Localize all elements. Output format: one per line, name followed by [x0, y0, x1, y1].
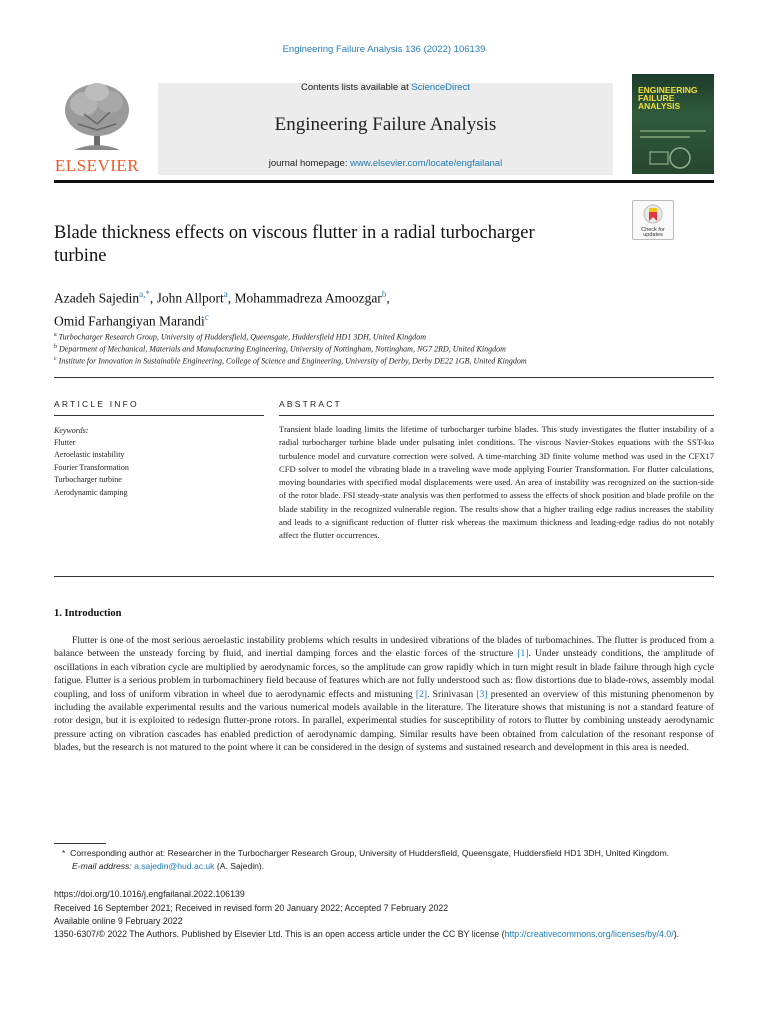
author-name[interactable]: Mohammadreza Amoozgar — [234, 290, 382, 306]
affiliation-text: Department of Mechanical, Materials and Manufacturing Engineering, University of Nottingham, Nottingham, NG7 2RD, United Kingdom — [59, 344, 506, 354]
body-text: . Under unsteady conditions, the amplitude of oscillations in each vibration cycle are multiplied by aerodynamic forces, so the amplitude can grow rapidly which in turn might result in blade failure through high cycle fatigue. Flutter is a serious problem in turbomachinery field because of features which are not fully understood such as: flow distortions due to blade-rows, assembly modal coupling, and loss of uniform vibration in wheel due to aerodynamic effects and mistuning — [54, 648, 714, 700]
license-suffix: ). — [673, 929, 680, 939]
journal-title: Engineering Failure Analysis — [274, 114, 497, 135]
keyword: Aerodynamic damping — [54, 487, 128, 497]
affiliation-c — [54, 356, 714, 366]
author-separator: , — [386, 290, 390, 306]
license-statement — [54, 928, 714, 941]
asterisk-marker: * — [62, 848, 71, 858]
body-text: presented an overview of this mistuning phenomenon by including the available experimental results and the various numerical models available in the literature. The literature shows that mistuning is not a standard feature of rotor design, but it is exploited to redesign flutter-prone rotors. In parallel, experimental studies for susceptibility of rotors to flutter by combining unsteady aerodynamic pressure acting on vibration cascades has enabled prediction of aerodynamic damping. Similar results have been obtained from calculation of the resonant response of blades, but the research is not matured to the point where it can be considered in the design of systems and sustained research and development in this area is needed. — [54, 688, 714, 754]
article-title: Blade thickness effects on viscous flutter in a radial turbocharger turbine — [54, 223, 535, 266]
keyword: Flutter — [54, 438, 76, 447]
abstract-rule — [279, 415, 714, 416]
bookmark-icon — [643, 204, 663, 226]
article-info-rule — [54, 415, 264, 416]
author-name[interactable]: Azadeh Sajedin — [54, 290, 140, 306]
email-note — [72, 861, 264, 871]
cover-title: ENGINEERING FAILURE ANALYSIS — [638, 85, 698, 111]
license-prefix: 1350-6307/© 2022 The Authors. Published by Elsevier Ltd. This is an open access article under the CC BY license ( — [54, 929, 505, 939]
affiliation-key: b — [54, 344, 57, 350]
keyword: Turbocharger turbine — [54, 475, 122, 485]
keyword: Aeroelastic instability — [54, 450, 125, 460]
section-heading-introduction: 1. Introduction — [54, 608, 122, 619]
author-affiliation-marker[interactable]: a,* — [139, 289, 150, 299]
divider — [54, 576, 714, 577]
license-link[interactable]: http://creativecommons.org/licenses/by/4.0/ — [504, 929, 674, 939]
author-separator: , — [149, 290, 157, 306]
keywords-list — [54, 437, 129, 499]
homepage-link[interactable]: www.elsevier.com/locate/engfailanal — [350, 158, 503, 169]
citation-link[interactable]: [3] — [476, 688, 488, 700]
check-for-updates-badge[interactable] — [632, 200, 674, 240]
body-text: Flutter is one of the most serious aeroelastic instability problems which results in undesired vibrations of the blades of turbomachines. The flutter is produced from a balance between the unsteady forcing by fluid, and inertial damping forces and the elastic forces of the structure — [54, 635, 714, 660]
author-separator: , — [227, 290, 235, 306]
journal-cover-image[interactable] — [632, 74, 714, 174]
affiliation-b — [54, 344, 714, 354]
article-info-heading: ARTICLE INFO — [54, 399, 139, 409]
header-rule — [54, 180, 714, 183]
affiliation-text: Turbocharger Research Group, University of Huddersfield, Queensgate, Huddersfield HD1 3DH, United Kingdom — [58, 332, 426, 342]
contents-prefix: Contents lists available at — [301, 82, 412, 93]
author-list — [54, 285, 614, 330]
doi-link[interactable]: https://doi.org/10.1016/j.engfailanal.2022.106139 — [54, 889, 245, 899]
author-name[interactable]: John Allport — [156, 290, 224, 306]
homepage-prefix: journal homepage: — [268, 158, 351, 169]
author-affiliation-marker[interactable]: c — [204, 311, 209, 322]
elsevier-wordmark: ELSEVIER — [54, 156, 140, 175]
body-text: . Srinivasan — [427, 688, 477, 700]
abstract-heading: ABSTRACT — [279, 399, 342, 409]
introduction-paragraph — [54, 634, 714, 755]
affiliation-key: a — [54, 332, 57, 338]
email-label: E-mail address: — [72, 861, 132, 871]
email-link[interactable]: a.sajedin@hud.ac.uk — [134, 861, 215, 871]
affiliation-a — [54, 332, 714, 342]
keywords-label: Keywords: — [54, 426, 89, 435]
citation-link[interactable]: [2] — [415, 688, 428, 700]
footnote-rule — [54, 843, 106, 844]
corresponding-text: Corresponding author at: Researcher in the Turbocharger Research Group, University of Huddersfield, Queensgate, Huddersfield HD1 3DH, United Kingdom. — [70, 848, 670, 858]
journal-homepage — [158, 158, 613, 169]
affiliation-text: Institute for Innovation in Sustainable Engineering, College of Science and Engineering, University of Derby, Derby DE22 1GB, United Kingdom — [58, 356, 527, 366]
journal-reference[interactable]: Engineering Failure Analysis 136 (2022) 106139 — [282, 44, 486, 55]
contents-line — [158, 82, 613, 93]
abstract-text: Transient blade loading limits the lifetime of turbocharger turbine blades. This study investigates the flutter instability of a radial turbocharger turbine blade under pulsating inlet conditions. The viscous Navier-Stokes equations with the SST-kω turbulence model and curvature correction were solved. A time-marching 3D finite volume method was used in the CFX17 CFD solver to model the vibrating blade in a traveling wave mode applying Fourier Transformation. For flutter calculations, moving boundaries with specified modal displacements were used. An area of instability was recognized on the suction-side of the rotor blade. FSI steady-state analysis was then performed to assess the effects of shock position and blade profile on the blade stability in the recognized vulnerable region. The results show that a higher trailing edge radius increases the stability and leads to a significant reduction of flutter risk whereas the maximum thickness and leading-edge radius do not notably affect the flutter occurrences. — [279, 424, 714, 541]
sciencedirect-link[interactable]: ScienceDirect — [411, 82, 470, 93]
affiliation-key: c — [54, 356, 57, 362]
author-name[interactable]: Omid Farhangiyan Marandi — [54, 313, 205, 328]
available-online-date: Available online 9 February 2022 — [54, 916, 183, 926]
received-dates: Received 16 September 2021; Received in revised form 20 January 2022; Accepted 7 February 2022 — [54, 903, 449, 913]
check-updates-label: Check for updates — [641, 227, 665, 238]
author-affiliation-marker[interactable]: b — [381, 289, 387, 299]
divider — [54, 377, 714, 378]
author-affiliation-marker[interactable]: a — [223, 289, 228, 299]
keyword: Fourier Transformation — [54, 462, 129, 472]
citation-link[interactable]: [1] — [517, 648, 529, 660]
email-suffix: (A. Sajedin). — [214, 861, 265, 871]
corresponding-author-note — [62, 848, 669, 858]
